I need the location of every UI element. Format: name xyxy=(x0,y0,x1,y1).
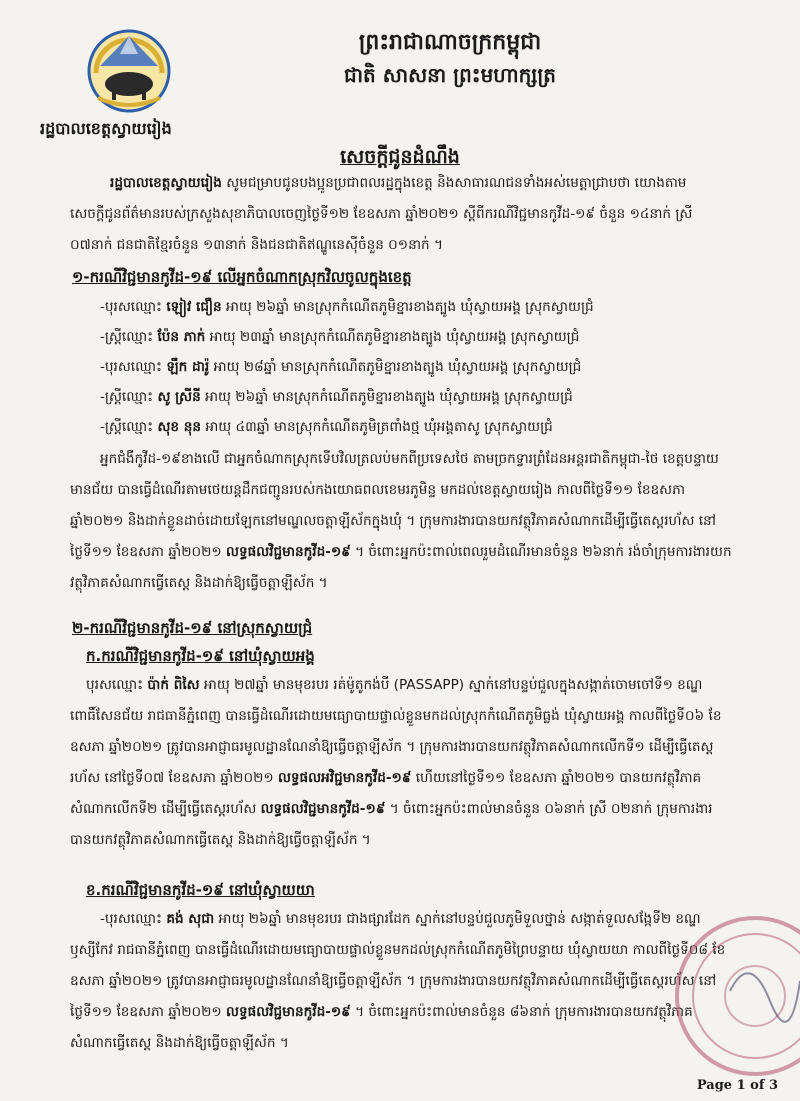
patient-row xyxy=(100,352,740,382)
patient-name: សូ ស្រីនី xyxy=(157,389,201,405)
subject-prefix: -បុរសឈ្មោះ xyxy=(100,911,167,927)
section-1-text-end: ។ ចំពោះអ្នកប៉ះពាល់ពេលរួមដំណើរមានចំនួន ២៦នាក់ រង់ចាំក្រុមការងារយកវត្ថុវិភាគសំណាកធ្វើតេស្ត និងដាក់ឱ្យធ្វើចត្តាឡីស័ក ។ xyxy=(70,544,732,591)
patient-detail: អាយុ ២៨ឆ្នាំ មានស្រុកកំណើតភូមិខ្នារខាងត្បូង ឃុំស្វាយអង្គ ស្រុកស្វាយជ្រំ xyxy=(213,359,582,375)
patient-prefix: -បុរសឈ្មោះ xyxy=(100,299,162,315)
intro-paragraph xyxy=(70,168,735,261)
patient-name: ប៉ែន ភាក់ xyxy=(157,329,206,345)
section-2-heading: ២-ករណីវិជ្ជមានកូវីដ-១៩ នៅស្រុកស្វាយជ្រំ xyxy=(72,619,313,637)
kingdom-title: ព្រះរាជាណាចក្រកម្ពុជា xyxy=(358,29,542,55)
agency-name: រដ្ឋបាលខេត្តស្វាយរៀង xyxy=(40,119,172,138)
patient-detail: អាយុ ៤៣ឆ្នាំ មានស្រុកកំណើតភូមិត្រពាំងថ្ម ឃុំអង្គតាសូ ស្រុកស្វាយជ្រំ xyxy=(205,419,553,435)
result-positive: លទ្ធផលវិជ្ជមានកូវីដ-១៩ xyxy=(260,801,386,817)
patient-row xyxy=(100,412,740,442)
patient-prefix: -ស្ត្រីឈ្មោះ xyxy=(100,419,154,435)
subsection-b-paragraph xyxy=(70,904,735,1059)
subsection-a-heading: ក.ករណីវិជ្ជមានកូវីដ-១៩ នៅឃុំស្វាយអង្គ xyxy=(86,647,315,665)
subject-name: គង់ សុជា xyxy=(166,911,215,927)
subsection-a-text-2: ហើយនៅថ្ងៃទី១១ ខែឧសភា ឆ្នាំ២០២១ បានយកវត្ថុវិភាគសំណាកលើកទី២ ដើម្បីធ្វើតេស្តរហ័ស xyxy=(70,770,702,817)
patient-name: សុខ នុន xyxy=(157,419,201,435)
national-motto: ជាតិ សាសនា ព្រះមហាក្សត្រ xyxy=(344,63,556,87)
patient-detail: អាយុ ២៦ឆ្នាំ មានស្រុកកំណើតភូមិខ្នារខាងត្បូង ឃុំស្វាយអង្គ ស្រុកស្វាយជ្រំ xyxy=(205,389,573,405)
patient-prefix: -ស្ត្រីឈ្មោះ xyxy=(100,389,154,405)
subject-prefix: បុរសឈ្មោះ xyxy=(86,677,148,693)
section-1-paragraph xyxy=(70,444,735,599)
document-title: សេចក្តីជូនដំណឹង xyxy=(340,146,460,168)
intro-lead: រដ្ឋបាលខេត្តស្វាយរៀង xyxy=(110,175,222,191)
subsection-a-paragraph xyxy=(70,670,735,856)
patient-detail: អាយុ ២៦ឆ្នាំ មានស្រុកកំណើតភូមិខ្នារខាងត្បូង ឃុំស្វាយអង្គ ស្រុកស្វាយជ្រំ xyxy=(225,299,594,315)
official-stamp-icon xyxy=(670,911,800,1081)
patient-prefix: -បុរសឈ្មោះ xyxy=(100,359,162,375)
patient-name: ឡៀវ ជឿន xyxy=(166,299,222,315)
patient-detail: អាយុ ២៣ឆ្នាំ មានស្រុកកំណើតភូមិខ្នារខាងត្បូង ឃុំស្វាយអង្គ ស្រុកស្វាយជ្រំ xyxy=(209,329,580,345)
subsection-b-text-2: ។ ចំពោះអ្នកប៉ះពាល់មានចំនួន ៨៦នាក់ ក្រុមការងារបានយកវត្ថុវិភាគសំណាកធ្វើតេស្ត និងដាក់ឱ្យធ្វើចត្តាឡីស័ក ។ xyxy=(70,1004,693,1051)
page-number: Page 1 of 3 xyxy=(696,1078,778,1093)
patient-row xyxy=(100,322,740,352)
patient-prefix: -ស្ត្រីឈ្មោះ xyxy=(100,329,154,345)
intro-text: សូមជម្រាបជូនបងប្អូនប្រជាពលរដ្ឋក្នុងខេត្ត និងសាធារណជនទាំងអស់មេត្តាជ្រាបថា យោងតាមសេចក្តីជូនព័ត៌មានរបស់ក្រសួងសុខាភិបាលចេញថ្ងៃទី១២ ខែឧសភា ឆ្នាំ២០២១ ស្តីពីករណីវិជ្ជមានកូវីដ-១៩ ចំនួន ១៤នាក់ ស្រី ០៧នាក់ ជនជាតិខ្មែរចំនួន ១៣នាក់ និងជនជាតិឥណ្ឌូនេស៊ីចំនួន ០១នាក់ ។ xyxy=(70,175,693,253)
result-negative: លទ្ធផលអវិជ្ជមានកូវីដ-១៩ xyxy=(277,770,412,786)
result-positive: លទ្ធផលវិជ្ជមានកូវីដ-១៩ xyxy=(226,544,351,560)
section-1-heading: ១-ករណីវិជ្ជមានកូវីដ-១៩ លើអ្នកចំណាកស្រុកវិលចូលក្នុងខេត្ត xyxy=(72,268,412,286)
subsection-a-text: អាយុ ២៧ឆ្នាំ មានមុខរបរ រត់ម៉ូតូកង់បី (PASSAPP) ស្នាក់នៅបន្ទប់ជួលក្នុងសង្កាត់ចោមចៅទី១ ខណ្ឌពោធិ៍សែនជ័យ រាជធានីភ្នំពេញ បានធ្វើដំណើរដោយមធ្យោបាយផ្ទាល់ខ្លួនមកដល់ស្រុកកំណើតភូមិធ្លង់ ឃុំស្វាយអង្គ កាលពីថ្ងៃទី០៦ ខែឧសភា ឆ្នាំ២០២១ ត្រូវបានអាជ្ញាធរមូលដ្ឋានណែនាំឱ្យធ្វើចត្តាឡីស័ក ។ ក្រុមការងារបានយកវត្ថុវិភាគសំណាកលើកទី១ ដើម្បីធ្វើតេស្តរហ័ស នៅថ្ងៃទី០៧ ខែឧសភា ឆ្នាំ២០២១ xyxy=(70,677,722,786)
patient-row xyxy=(100,292,740,322)
patient-row xyxy=(100,382,740,412)
subsection-b-heading: ខ.ករណីវិជ្ជមានកូវីដ-១៩ នៅឃុំស្វាយយា xyxy=(86,881,315,899)
subject-name: ប៉ាក់ ពិសៃ xyxy=(147,677,200,693)
subsection-a-text-3: ។ ចំពោះអ្នកប៉ះពាល់មានចំនួន ០៦នាក់ ស្រី ០២នាក់ ក្រុមការងារបានយកវត្ថុវិភាគសំណាកធ្វើតេស្ត និងដាក់ឱ្យធ្វើចត្តាឡីស័ក ។ xyxy=(70,801,713,848)
subsection-b-text: អាយុ ២៦ឆ្នាំ មានមុខរបរ ជាងផ្សារដែក ស្នាក់នៅបន្ទប់ជួលភូមិទួលថ្នាន់ សង្កាត់ទួលសង្កែទី២ ខណ្ឌឫស្សីកែវ រាជធានីភ្នំពេញ បានធ្វើដំណើរដោយមធ្យោបាយផ្ទាល់ខ្លួនមកដល់ស្រុកកំណើតភូមិព្រៃបន្ទាយ ឃុំស្វាយយា កាលពីថ្ងៃទី០៨ ខែឧសភា ឆ្នាំ២០២១ ត្រូវបានអាជ្ញាធរមូលដ្ឋានណែនាំឱ្យធ្វើចត្តាឡីស័ក ។ ក្រុមការងារបានយកវត្ថុវិភាគសំណាកដើម្បីធ្វើតេស្តរហ័ស នៅថ្ងៃទី១១ ខែឧសភា ឆ្នាំ២០២១ xyxy=(70,911,726,1020)
section-1-text: អ្នកជំងឺកូវីដ-១៩ខាងលើ ជាអ្នកចំណាកស្រុកទើបវិលត្រលប់មកពីប្រទេសថៃ តាមច្រកទ្វារព្រំដែនអន្តរជាតិកម្ពុជា-ថៃ ខេត្តបន្ទាយមានជ័យ បានធ្វើដំណើរតាមថេយន្តដឹកជញ្ជូនរបស់កងយោធពលខេមរភូមិន្ទ មកដល់ខេត្តស្វាយរៀង កាលពីថ្ងៃទី១១ ខែឧសភា ឆ្នាំ២០២១ និងដាក់ខ្លួនដាច់ដោយឡែកនៅមណ្ឌលចត្តាឡីស័កក្នុងឃុំ ។ ក្រុមការងារបានយកវត្ថុវិភាគសំណាកដើម្បីធ្វើតេស្តរហ័ស នៅថ្ងៃទី១១ ខែឧសភា ឆ្នាំ២០២១ xyxy=(70,451,719,560)
result-positive: លទ្ធផលវិជ្ជមានកូវីដ-១៩ xyxy=(226,1004,351,1020)
patient-name: ឡឹក ដារ៉ូ xyxy=(166,359,210,375)
provincial-emblem-icon xyxy=(86,28,172,114)
